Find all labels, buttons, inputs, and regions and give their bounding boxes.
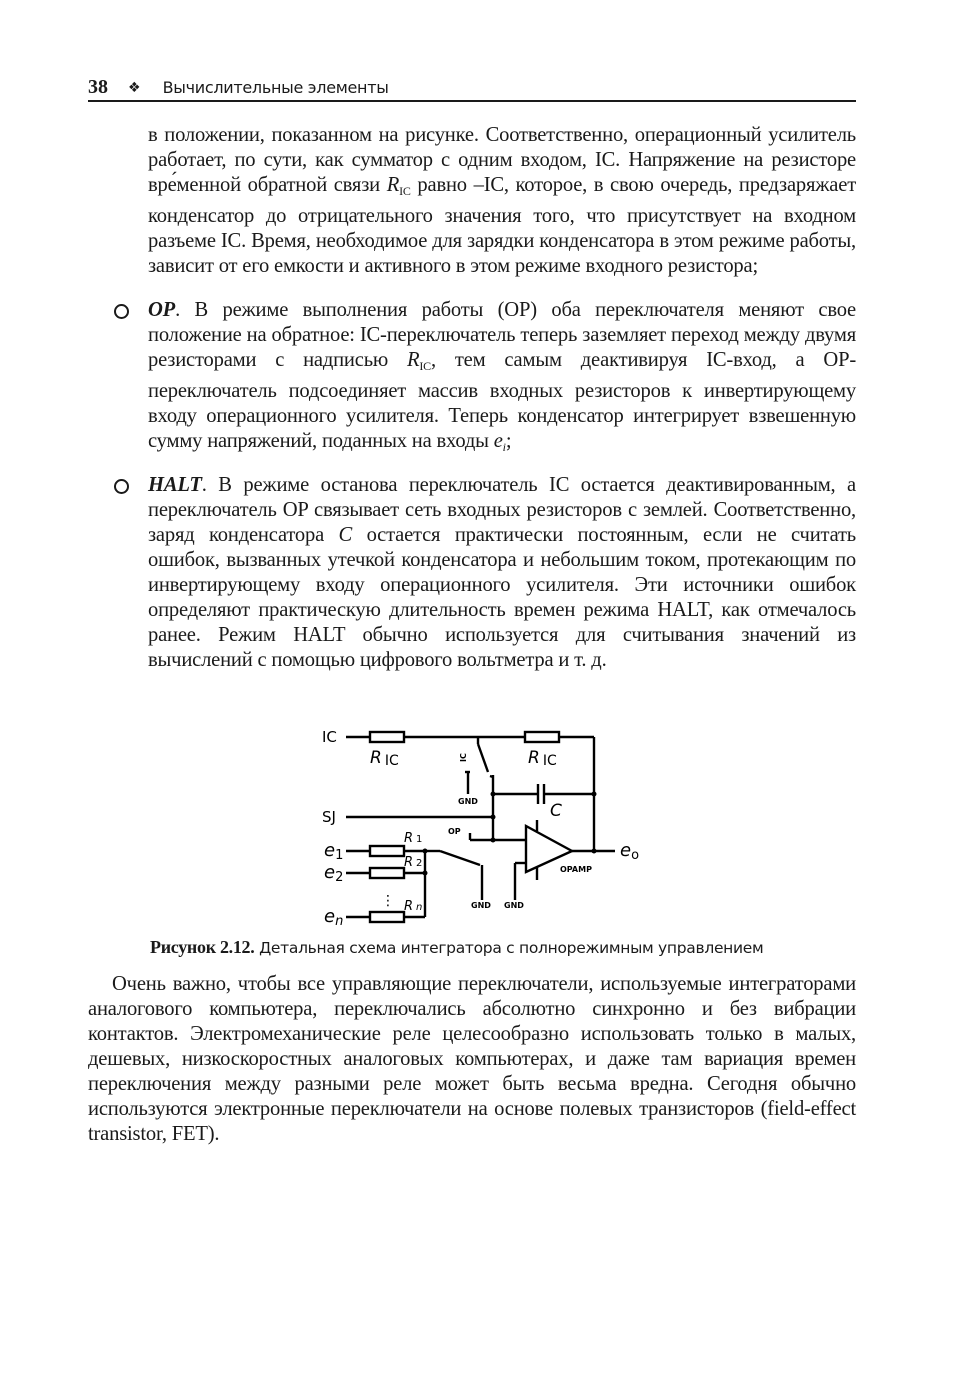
svg-text:en: en <box>324 906 344 929</box>
caption-label: Рисунок 2.12. <box>150 937 255 957</box>
circuit-schematic <box>310 720 650 930</box>
term-op: OP <box>148 299 176 321</box>
ornament-icon: ❖ <box>128 80 141 96</box>
integrator-circuit-diagram <box>310 720 650 930</box>
running-head <box>88 76 856 102</box>
svg-text:e1: e1 <box>324 840 344 863</box>
svg-text:OPAMP: OPAMP <box>560 865 592 874</box>
svg-text:RIC: R IC <box>528 748 557 769</box>
svg-text:GND: GND <box>504 901 524 910</box>
r-ic-symbol: $R_{IC}$ <box>407 349 431 373</box>
circle-bullet-icon <box>114 479 129 494</box>
svg-text:GND: GND <box>471 901 491 910</box>
term-halt: HALT <box>148 474 202 496</box>
svg-text:GND: GND <box>458 797 478 806</box>
svg-text:SJ: SJ <box>322 808 336 826</box>
svg-text:OP: OP <box>448 827 461 836</box>
bullet-op: OP. В режиме выполнения работы (OP) оба переключателя меняют свое положение на обратное: IC-переключатель теперь заземляет переход между двумя резисторами с надписью $R_{IC}$, тем самым деактивируя IC-вход, а OP-переключатель подсоединяет массив входных резисторов к инвертирующему входу операционного усилителя. Теперь конденсатор интегрирует взвешенную сумму напряжений, поданных на входы $e_i$; <box>148 298 856 460</box>
r-ic-symbol: $R_{IC}$ <box>386 174 411 198</box>
chapter-title: Вычислительные элементы <box>162 78 389 97</box>
svg-text:IC: IC <box>322 728 337 746</box>
svg-text:Rn: R n <box>404 899 423 914</box>
e-i-symbol: $e_i$ <box>493 430 506 454</box>
c-symbol: C <box>338 524 353 546</box>
circle-bullet-icon <box>114 304 129 319</box>
svg-text:R1: R 1 <box>404 831 423 846</box>
svg-text:e2: e2 <box>324 862 344 885</box>
figure-caption <box>150 936 810 959</box>
svg-text:RIC: R IC <box>370 748 399 769</box>
svg-text:C: C <box>550 801 562 821</box>
svg-text:⋮: ⋮ <box>381 893 395 909</box>
svg-text:R2: R 2 <box>404 855 423 870</box>
body-paragraph: Очень важно, чтобы все управляющие переключатели, используемые интеграторами аналогового компьютера, переключались абсолютно синхронно и без вибрации контактов. Электромеханические реле целесообразно использовать только в малых, дешевых, низкоскоростных аналоговых компьютерах, и даже там вариация времен переключения между разными реле может быть весьма вредна. Сегодня обычно используются электронные переключатели на основе полевых транзисторов (field-effect transistor, FET). <box>88 973 856 1145</box>
page-number: 38 <box>88 76 108 98</box>
continuation-paragraph: в положении, показанном на рисунке. Соответственно, операционный усилитель работает, по сути, как сумматор с одним входом, IC. Напряжение на резисторе вре́менной обратной связи $R_{IC}$ равно –IC, которое, в свою очередь, предзаряжает конденсатор до отрицательного значения того, что присутствует на входном разъеме IC. Время, необходимое для зарядки конденсатора в этом режиме работы, зависит от его емкости и активного в этом режиме входного резистора; <box>148 124 856 277</box>
svg-text:IC: IC <box>459 753 468 762</box>
bullet-halt: HALT. В режиме останова переключатель IC остается деактивированным, а переключатель OP связывает сеть входных резисторов с землей. Соответственно, заряд конденсатора C остается практически постоянным, если не считать ошибок, вызванных утечкой конденсатора и небольшим током, протекающим по инвертирующему входу операционного усилителя. Эти источники ошибок определяют практическую длительность времен режима HALT, как отмечалось ранее. Режим HALT обычно используется для считывания значений из вычислений с помощью цифрового вольтметра и т. д. <box>148 473 856 673</box>
svg-text:eo: eo <box>620 840 640 863</box>
caption-text: Детальная схема интегратора с полнорежимным управлением <box>254 939 764 957</box>
